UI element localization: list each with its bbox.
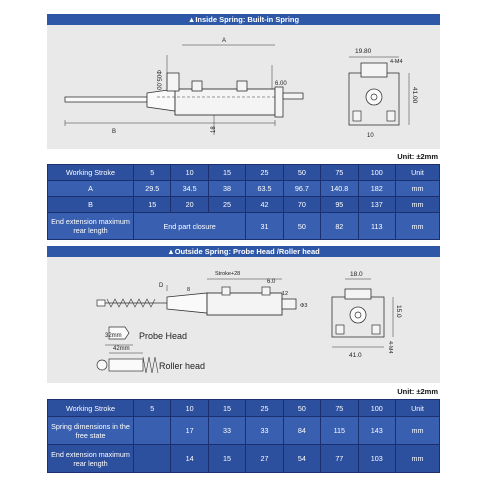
dim-4100-label: 41.00 [411,87,418,104]
inside-spring-drawing [47,25,440,149]
dim-150-label: 15.0 [395,305,402,318]
dim-10-label: 10 [367,133,374,139]
section2-spec-table [47,399,440,473]
dim-4m4-2-label: 4-M4 [387,341,393,354]
dim-3-label: Φ3 [300,303,308,309]
section2-title: ▲Outside Spring: Probe Head /Roller head [47,246,440,257]
section2-drawing [47,257,440,383]
dim-4m4-label: 4-M4 [390,59,403,65]
table-row: Spring dimensions in the free state 17 33 33 84 115 143 mm [48,417,440,445]
section2-unit-note: Unit: ±2mm [397,387,438,396]
table-row: End extension maximum rear length 14 15 27 54 77 103 mm [48,445,440,473]
section1-drawing [47,25,440,149]
spec-sheet [47,14,440,473]
section1-spec-table [47,164,440,240]
table-row: A 29.5 34.5 38 63.5 96.7 140.8 182 mm [48,181,440,197]
dim-42-label: 42mm [113,346,130,352]
dim-60-label: 6.0 [267,279,276,285]
section1-unit-note: Unit: ±2mm [397,152,438,161]
dim-12-label: 12 [282,291,289,297]
dim-8-label: 8 [187,287,191,293]
table-row: Working Stroke 5 10 15 25 50 75 100 Unit [48,400,440,417]
probe-head-label: Probe Head [139,331,188,341]
table-row: End extension maximum rear length End part closure 31 50 82 113 mm [48,213,440,240]
dim-d-label: D [159,283,164,289]
dim-600-label: 6.00 [275,81,287,87]
section1-title: ▲Inside Spring: Built-in Spring [47,14,440,25]
dim-a-label: A [222,38,227,44]
dim-180-label: 18.0 [350,271,363,278]
dim-32-label: 32mm [105,333,122,339]
dim-1980-label: 19.80 [355,48,372,55]
dim-stroke-label: Stroke+28 [215,271,241,277]
table-row: B 15 20 25 42 70 95 137 mm [48,197,440,213]
dim-dia-label: Φ05.00 [155,70,161,90]
dim-b-label: B [112,129,117,135]
roller-head-label: Roller head [159,361,206,371]
table-row: Working Stroke 5 10 15 25 50 75 100 Unit [48,165,440,181]
dim-18-label: 18 [211,126,217,133]
outside-spring-drawing [47,257,440,383]
dim-410-label: 41.0 [349,352,362,359]
